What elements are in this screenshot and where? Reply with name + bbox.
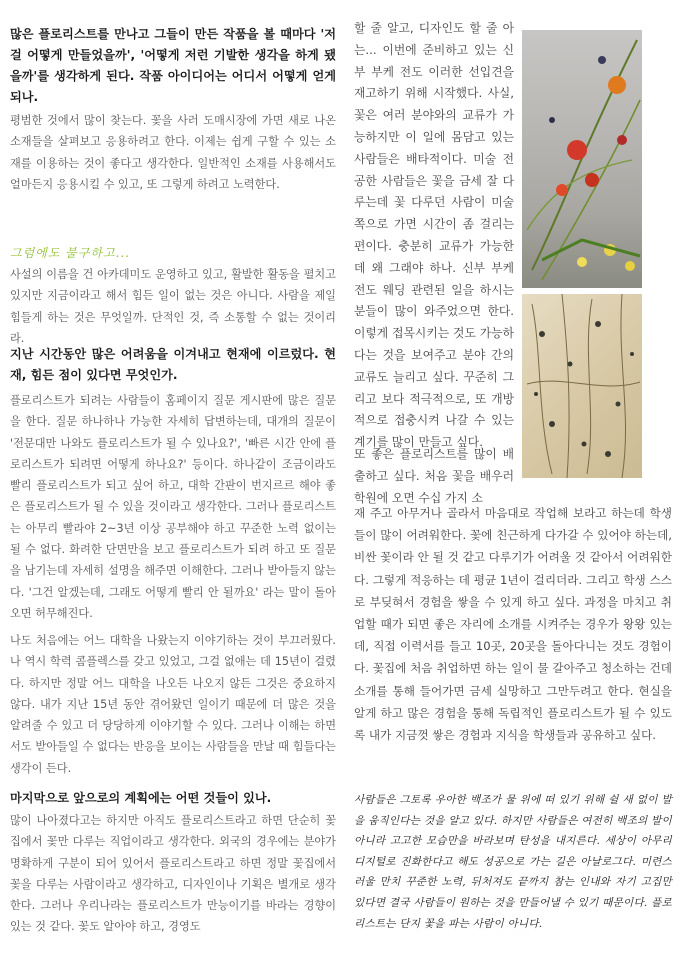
intro-paragraph: 사설의 이름을 건 아카데미도 운영하고 있고, 활발한 활동을 펼치고 있지만 지금이라고 해서 힘든 일이 없는 것은 아니다. 사람을 제일 힘들게 하는 것은 무엇일까. 단적인 것, 즉 소통할 수 없는 것이리라. — [10, 268, 336, 345]
question-difficulties: 지난 시간동안 많은 어려움을 이겨내고 현재에 이르렀다. 현재, 힘든 점이 있다면 무엇인가. — [10, 347, 336, 382]
question-plans: 마지막으로 앞으로의 계획에는 어떤 것들이 있나. — [10, 791, 272, 805]
answer-difficulties-2: 나도 처음에는 어느 대학을 나왔는지 이야기하는 것이 부끄러웠다. 나 역시 학력 콤플렉스를 갖고 있었고, 그걸 없애는 데 15년이 걸렸다. 하지만 정말 어느 대학을 나오든 나오지 않든 그것은 중요하지 않다. 내가 지난 15년 동안 겪어왔던 일이기 때문에 더 많은 것을 알려줄 수 있고 더 당당하게 이야기할 수 있다. 그러나 이해는 하면서도 받아들일 수 없다는 반응을 보이는 사람들을 만날 때 힘들다는 생각이 든다. — [10, 634, 336, 775]
plans-continued: 할 줄 알고, 디자인도 할 줄 아는... 이번에 준비하고 있는 신부 부케 전도 이러한 선입견을 재고하기 위해 시작했다. 사실, 꽃은 여러 분야와의 교류가 가능하지만 이 일에 몸담고 있는 사람들은 배타적이다. 미술 전공한 사람들은 꽃을 금세 잘 다루는데 꽃 다루던 사람이 미술 쪽으로 가면 시간이 좀 걸리는 편이다. 충분히 교류가 가능한데 왜 그래야 하나. 신부 부케 전도 웨딩 관련된 일을 하시는 분들이 많이 와주었으면 한다. 이렇게 접목시키는 것도 가능하다는 것을 보여주고 분야 간의 교류도 늘리고 싶다. 꾸준히 그리고 보다 적극적으로, 또 개방적으로 접충시켜 나갈 수 있는 계기를 많이 만들고 싶다. — [354, 21, 514, 450]
plans-students-rest: 재 주고 아무거나 골라서 마음대로 작업해 보라고 하는데 학생들이 많이 어려워한다. 꽃에 친근하게 다가갈 수 있어야 하는데, 비싼 꽃이라 안 될 것 같고 다루기가 어려울 것 같아서 어려워한다. 그렇게 적응하는 데 평균 1년이 걸리더라. 그리고 학생 스스로 부딪혀서 경험을 쌓을 수 있게 하고 싶다. 과정을 마치고 취업할 때가 되면 좋은 자리에 소개를 시켜주는 경우가 왕왕 있는데, 직접 이력서를 들고 10곳, 20곳을 돌아다니는 것도 경험이다. 꽃집에 처음 취업하면 하는 일이 물 갈아주고 청소하는 건데 소개를 통해 들어가면 금세 실망하고 그만두려고 한다. 현실을 알게 하고 많은 경험을 통해 독립적인 플로리스트가 될 수 있도록 내가 지금껏 쌓은 경험과 지식을 학생들과 공유하고 싶다. — [354, 506, 672, 743]
section-subheading: 그럼에도 불구하고... — [10, 246, 130, 260]
question-ideas: 많은 플로리스트를 만나고 그들이 만든 작품을 볼 때마다 '저걸 어떻게 만들었을까', '어떻게 저런 기발한 생각을 하게 됐을까'를 생각하게 된다. 작품 아이디어는 어디서 어떻게 얻게 되나. — [10, 27, 336, 104]
handwritten-quote: 사람들은 그토록 우아한 백조가 물 위에 떠 있기 위해 쉴 새 없이 발을 움직인다는 것을 알고 있다. 하지만 사람들은 여전히 백조의 발이 아니라 고고한 모습만을 바라보며 탄성을 내지른다. 세상이 아무리 디지털로 진화한다고 해도 성공으로 가는 길은 아날로그다. 미련스러울 만치 꾸준한 노력, 뒤처져도 끝까지 참는 인내와 자기 고집만 있다면 결국 사람들이 원하는 것을 만들어낼 수 있기 때문이다. 플로리스트는 단지 꽃을 파는 사람이 아니다. — [354, 794, 672, 930]
bouquet-illustration-bottom — [522, 294, 642, 478]
answer-plans: 많이 나아졌다고는 하지만 아직도 플로리스트라고 하면 단순히 꽃집에서 꽃만 다루는 직업이라고 생각한다. 외국의 경우에는 분야가 명확하게 구분이 되어 있어서 플로리스트라고 하면 정말 꽃집에서 꽃을 다루는 사람이라고 생각하고, 디자인이나 기획은 별개로 생각한다. 그러나 우리나라는 플로리스트가 만능이기를 바라는 경향이 있는 것 같다. 꽃도 알아야 하고, 경영도 — [10, 814, 336, 934]
plans-students-start: 또 좋은 플로리스트를 많이 배출하고 싶다. 처음 꽃을 배우러 학원에 오면 수십 가지 소 — [354, 447, 514, 505]
answer-ideas: 평범한 것에서 많이 찾는다. 꽃을 사러 도매시장에 가면 새로 나온 소재들을 살펴보고 응용하려고 한다. 이제는 쉽게 구할 수 있는 소재를 이용하는 것이 좋다고 생각한다. 일반적인 소재를 사용해서도 얼마든지 응용시킬 수 있고, 또 그렇게 하려고 노력한다. — [10, 114, 336, 191]
answer-difficulties-1: 플로리스트가 되려는 사람들이 홈페이지 질문 게시판에 많은 질문을 한다. 질문 하나하나 가능한 자세히 답변하는데, 대개의 질문이 '전문대만 나와도 플로리스트가 될 수 있나요?', '빠른 시간 안에 플로리스트가 되려면 어떻게 하나요?' 등이다. 하나같이 조금이라도 빨리 플로리스트가 되고 싶어 하고, 대학 간판이 번지르르 해야 좋은 플로리스트가 될 수 있을 것이라고 생각한다. 그러나 플로리스트는 아무리 빨라야 2~3년 이상 공부해야 하고 꾸준한 노력 없이는 될 수 없다. 화려한 단면만을 보고 플로리스트가 되려 하고 또 질문을 남기는데 자세히 설명을 해주면 이해한다. 그러나 받아들지 않는다. '그건 알겠는데, 그래도 어떻게 빨리 안 될까요' 라는 말이 돌아오면 허무해진다. — [10, 394, 336, 620]
bouquet-photo-top — [522, 30, 642, 288]
bouquet-photo-bottom — [522, 294, 642, 478]
bouquet-illustration-top — [522, 30, 642, 288]
